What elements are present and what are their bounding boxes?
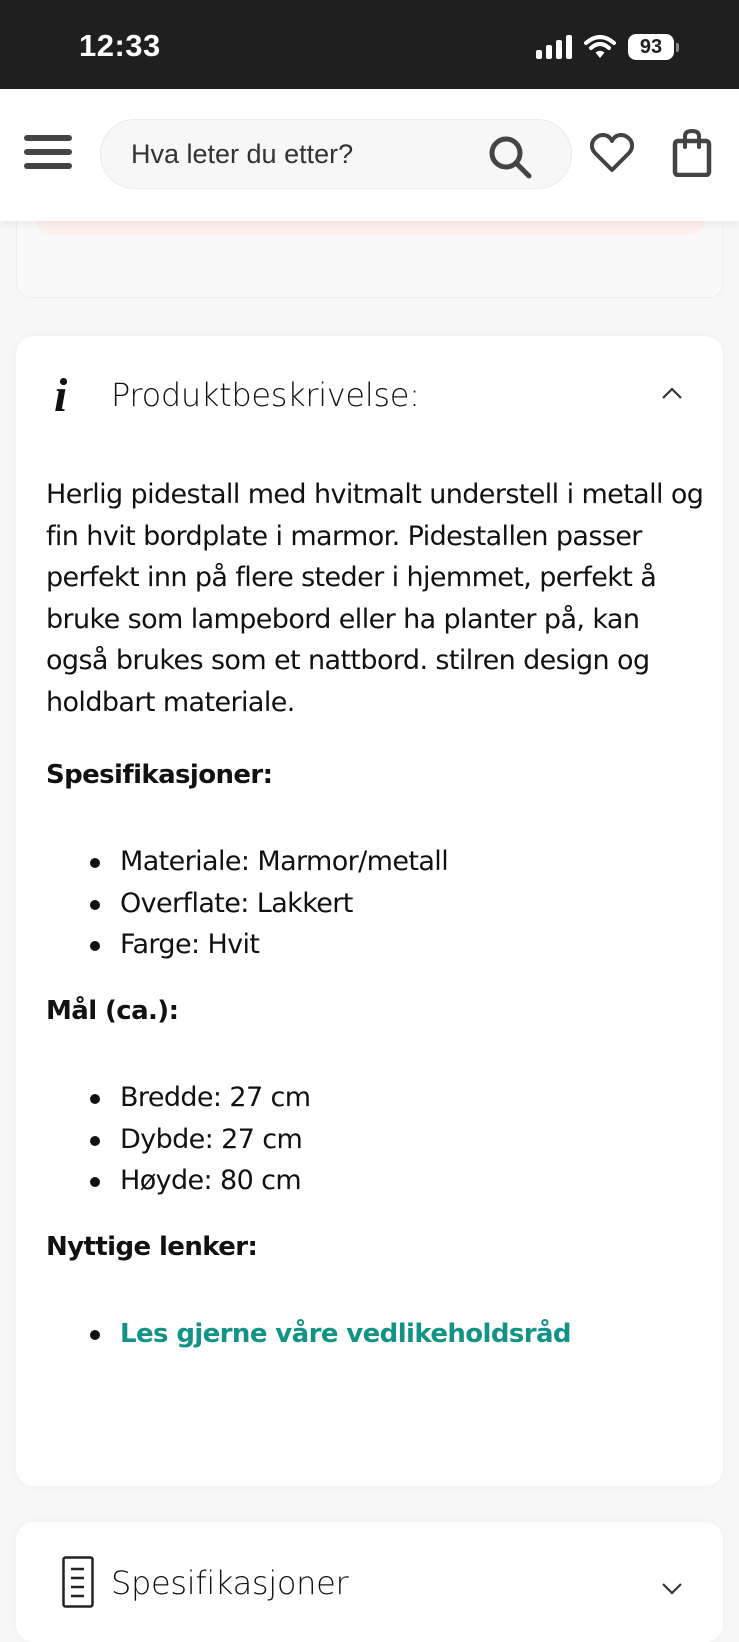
dimensions-list [46,1077,311,1202]
shopping-bag-icon[interactable] [672,129,712,177]
list-item: Bredde: 27 cm [46,1077,311,1119]
hamburger-menu-icon[interactable] [24,135,72,169]
list-item: Høyde: 80 cm [46,1160,311,1202]
product-description-header[interactable] [16,336,723,456]
search-bar[interactable] [100,119,572,189]
search-input[interactable] [131,120,471,188]
specs-list [46,841,448,966]
list-item: Overflate: Lakkert [46,883,448,925]
battery-icon [628,34,679,60]
dimensions-heading: Mål (ca.): [46,996,179,1026]
useful-links-heading: Nyttige lenker: [46,1232,258,1262]
list-item: Farge: Hvit [46,924,448,966]
product-description-title: Produktbeskrivelse: [111,376,420,414]
info-icon: i [54,369,68,422]
heart-icon[interactable] [590,133,634,173]
status-icons [536,34,679,60]
specifications-card [16,1522,723,1642]
maintenance-advice-link[interactable]: Les gjerne våre vedlikeholdsråd [120,1319,571,1349]
chevron-down-icon[interactable] [661,1582,683,1596]
battery-level: 93 [628,34,674,60]
product-description-card [16,336,723,1486]
useful-links-list [46,1313,571,1356]
wifi-icon [584,35,616,59]
specifications-header[interactable] [16,1522,723,1642]
search-icon[interactable] [487,134,533,180]
specs-heading: Spesifikasjoner: [46,760,273,790]
chevron-up-icon[interactable] [661,386,683,400]
product-description-text: Herlig pidestall med hvitmalt understell i metall og fin hvit bordplate i marmor. Pidestallen passer perfekt inn på flere steder i hjemmet, perfekt å bruke som lampebord eller ha planter på, kan også brukes som et nattbord. stilren design og holdbart materiale. [46,479,704,718]
signal-icon [536,35,572,59]
site-header [0,89,739,221]
status-bar [0,0,739,89]
list-item [46,1313,571,1356]
document-icon [62,1556,94,1608]
list-item: Dybde: 27 cm [46,1119,311,1161]
status-time: 12:33 [79,28,161,63]
specifications-title: Spesifikasjoner [111,1564,349,1602]
list-item: Materiale: Marmor/metall [46,841,448,883]
